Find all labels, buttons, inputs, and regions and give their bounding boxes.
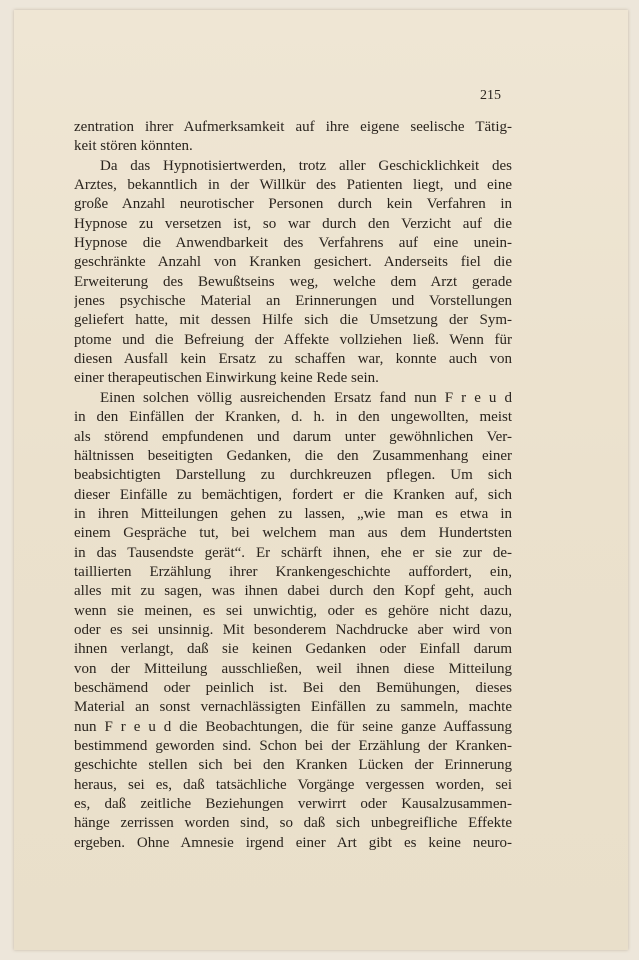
paragraph-start-line: Einen solchen völlig ausreichenden Ersatz fand nun F r e u d xyxy=(100,389,512,406)
text-line: beschämend oder peinlich ist. Bei den Bemühungen, dieses xyxy=(74,679,512,696)
text-line: einem Gespräche tut, bei welchem man aus dem Hundertsten xyxy=(74,525,512,542)
text-line: taillierten Erzählung ihrer Krankengeschichte auffordert, ein, xyxy=(74,563,512,580)
text-line: alles mit zu sagen, was ihnen dabei durch den Kopf geht, auch xyxy=(74,583,512,600)
text-line: ptome und die Befreiung der Affekte vollziehen ließ. Wenn für xyxy=(74,331,512,348)
text-line: beabsichtigten Darstellung zu durchkreuzen pflegen. Um sich xyxy=(74,467,512,484)
text-line: ergeben. Ohne Amnesie irgend einer Art gibt es keine neuro- xyxy=(74,834,512,851)
text-line: oder es sei unsinnig. Mit besonderem Nachdrucke aber wird von xyxy=(74,621,512,638)
text-line: in den Einfällen der Kranken, d. h. in den ungewollten, meist xyxy=(74,409,512,426)
text-line: geliefert hatte, mit dessen Hilfe sich die Umsetzung der Sym- xyxy=(74,312,512,329)
text-line: große Anzahl neurotischer Personen durch kein Verfahren in xyxy=(74,196,512,213)
text-line: dieser Einfälle zu bemächtigen, fordert er die Kranken auf, sich xyxy=(74,486,512,503)
body-text xyxy=(74,118,512,853)
text-line: es, daß zeitliche Beziehungen verwirrt oder Kausalzusammen- xyxy=(74,796,512,813)
text-line: jenes psychische Material an Erinnerungen und Vorstellungen xyxy=(74,293,512,310)
text-line: Material an sonst vernachlässigten Einfällen zu sammeln, machte xyxy=(74,699,512,716)
text-line: von der Mitteilung ausschließen, weil ihnen diese Mitteilung xyxy=(74,660,512,677)
text-line: geschränkte Anzahl von Kranken gesichert. Anderseits fiel die xyxy=(74,254,512,271)
text-line: keit stören könnten. xyxy=(74,138,193,155)
text-line: nun F r e u d die Beobachtungen, die für seine ganze Auffassung xyxy=(74,718,512,735)
text-line: hältnissen beseitigten Gedanken, die den Zusammenhang einer xyxy=(74,447,512,464)
text-line: zentration ihrer Aufmerksamkeit auf ihre eigene seelische Tätig- xyxy=(74,119,512,135)
text-line: geschichte stellen sich bei den Kranken Lücken der Erinnerung xyxy=(74,757,512,774)
paragraph-start-line: Da das Hypnotisiertwerden, trotz aller Geschicklichkeit des xyxy=(100,157,512,174)
text-line: wenn sie meinen, es sei unwichtig, oder es gehöre nicht dazu, xyxy=(74,602,512,619)
text-line: in ihren Mitteilungen gehen zu lassen, „wie man es etwa in xyxy=(74,505,512,522)
text-line: ihnen verlangt, daß sie keinen Gedanken oder Einfall darum xyxy=(74,641,512,658)
text-line: Erweiterung des Bewußtseins weg, welche dem Arzt gerade xyxy=(74,273,512,290)
text-line: hänge zerrissen worden sind, so daß sich unbegreifliche Effekte xyxy=(74,815,512,832)
text-line: bestimmend geworden sind. Schon bei der Erzählung der Kranken- xyxy=(74,738,512,754)
text-line: als störend empfundenen und darum unter gewöhnlichen Ver- xyxy=(74,428,512,445)
text-line: Hypnose die Anwendbarkeit des Verfahrens auf eine unein- xyxy=(74,235,512,252)
text-line: diesen Ausfall kein Ersatz zu schaffen war, konnte auch von xyxy=(74,351,512,368)
text-line: in das Tausendste gerät“. Er schärft ihnen, ehe er sie zur de- xyxy=(74,544,512,561)
text-line: Hypnose zu versetzen ist, so war durch den Verzicht auf die xyxy=(74,215,512,232)
text-line: Arztes, bekanntlich in der Willkür des Patienten liegt, und eine xyxy=(74,177,512,194)
text-line: heraus, sei es, daß tatsächliche Vorgänge vergessen worden, sei xyxy=(74,776,512,793)
page-number: 215 xyxy=(480,88,501,103)
text-line: einer therapeutischen Einwirkung keine Rede sein. xyxy=(74,370,379,387)
